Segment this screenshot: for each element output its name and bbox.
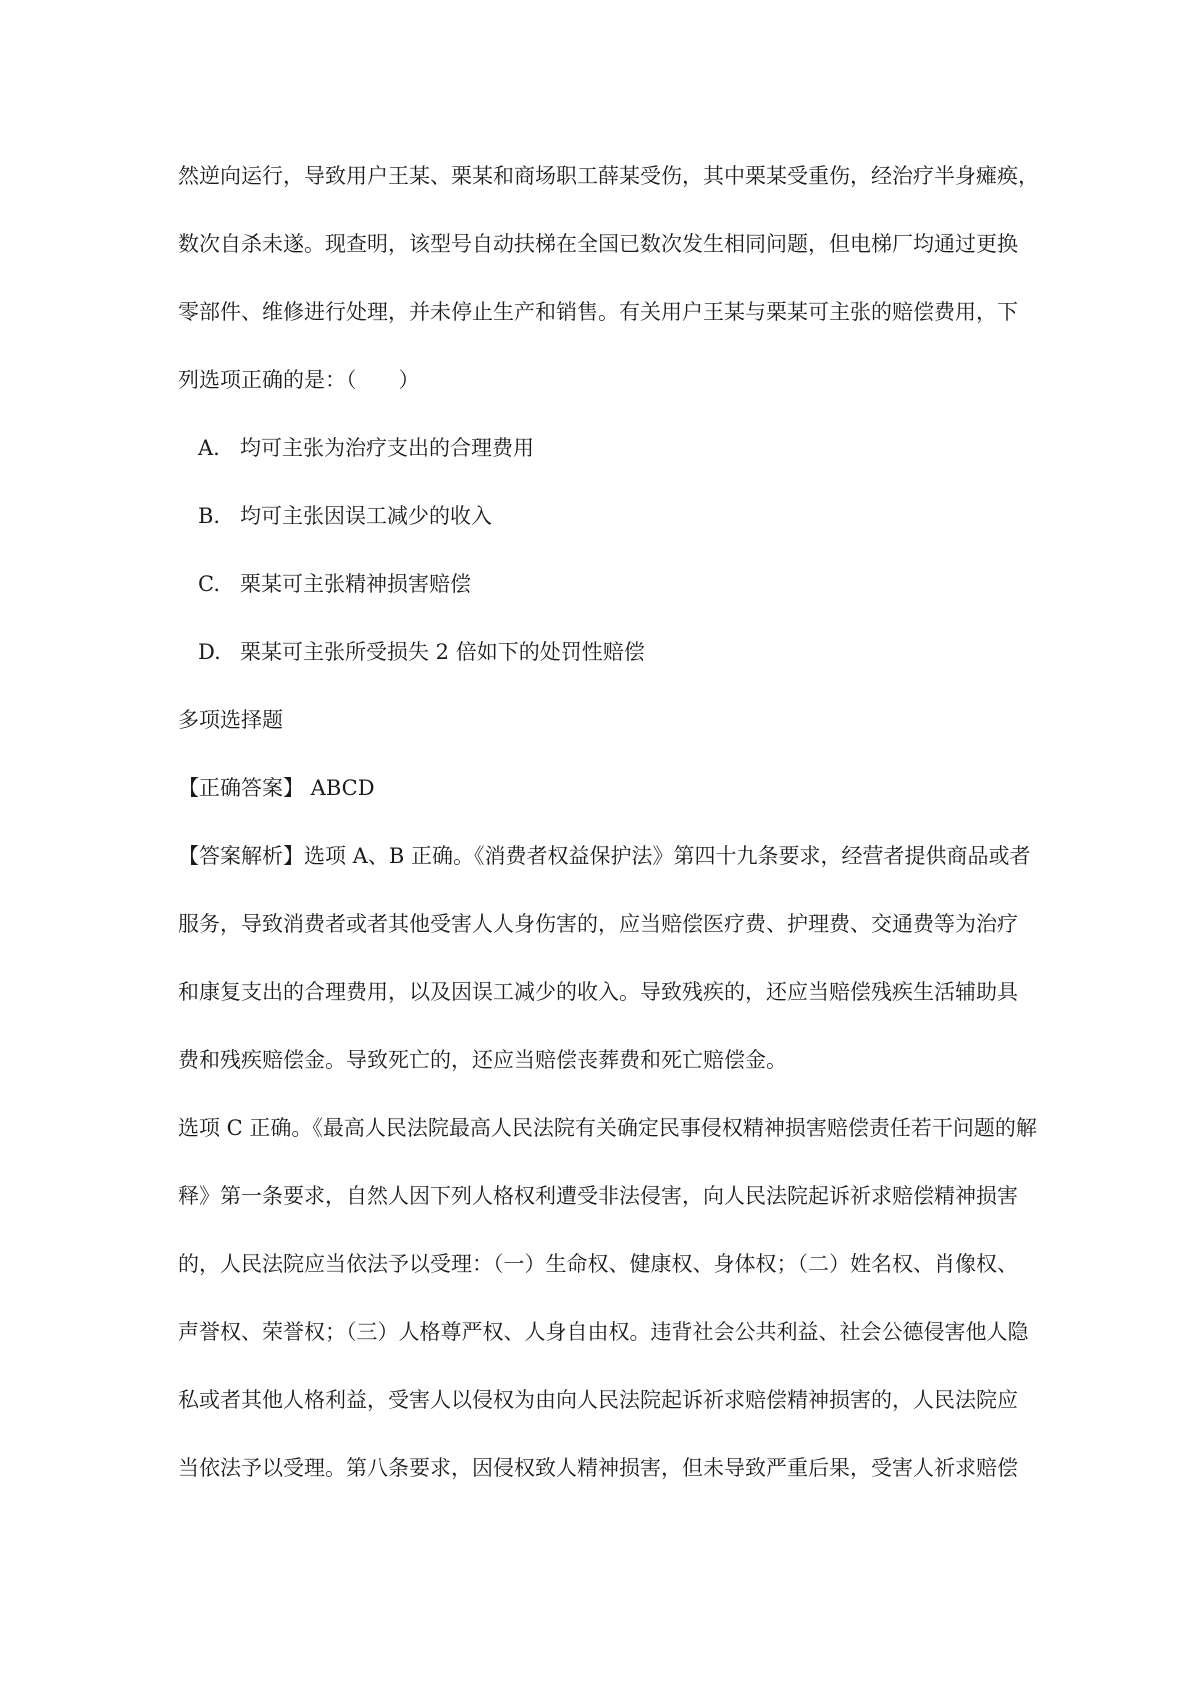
option-d-letter: D. xyxy=(198,640,221,664)
option-d xyxy=(198,637,645,667)
analysis-p1-line-3: 和康复支出的合理费用，以及因误工减少的收入。导致残疾的，还应当赔偿残疾生活辅助具 xyxy=(178,980,1018,1004)
analysis-p2-line-1: 选项 C 正确。《最高人民法院最高人民法院有关确定民事侵权精神损害赔偿责任若干问题的解 xyxy=(178,1116,1037,1140)
analysis-p2-line-6: 当依法予以受理。第八条要求，因侵权致人精神损害，但未导致严重后果，受害人祈求赔偿 xyxy=(178,1456,1018,1480)
option-a xyxy=(198,433,534,463)
option-a-text: 均可主张为治疗支出的合理费用 xyxy=(240,436,534,460)
option-c-letter: C. xyxy=(198,572,220,596)
correct-answer: 【正确答案】 ABCD xyxy=(178,776,375,800)
option-b xyxy=(198,501,492,531)
question-stem-line-4: 列选项正确的是：（ ） xyxy=(178,368,420,392)
question-stem-line-3: 零部件、维修进行处理，并未停止生产和销售。有关用户王某与栗某可主张的赔偿费用，下 xyxy=(178,300,1018,324)
option-c-text: 栗某可主张精神损害赔偿 xyxy=(240,572,471,596)
option-b-letter: B. xyxy=(198,504,221,528)
analysis-p2-line-2: 释》第一条要求，自然人因下列人格权利遭受非法侵害，向人民法院起诉祈求赔偿精神损害 xyxy=(178,1184,1018,1208)
option-c xyxy=(198,569,471,599)
analysis-p2-line-5: 私或者其他人格利益，受害人以侵权为由向人民法院起诉祈求赔偿精神损害的，人民法院应 xyxy=(178,1388,1018,1412)
analysis-p1-line-2: 服务，导致消费者或者其他受害人人身伤害的，应当赔偿医疗费、护理费、交通费等为治疗 xyxy=(178,912,1018,936)
question-stem-line-1: 然逆向运行，导致用户王某、栗某和商场职工薛某受伤，其中栗某受重伤，经治疗半身瘫痪， xyxy=(178,164,1039,188)
question-stem-line-2: 数次自杀未遂。现查明，该型号自动扶梯在全国已数次发生相同问题，但电梯厂均通过更换 xyxy=(178,232,1018,256)
analysis-p2-line-4: 声誉权、荣誉权；（三）人格尊严权、人身自由权。违背社会公共利益、社会公德侵害他人隐 xyxy=(178,1320,1029,1344)
option-d-text: 栗某可主张所受损失 2 倍如下的处罚性赔偿 xyxy=(240,640,645,664)
analysis-p1-line-1: 【答案解析】选项 A、B 正确。《消费者权益保护法》第四十九条要求，经营者提供商品或者 xyxy=(178,844,1031,868)
analysis-p2-line-3: 的，人民法院应当依法予以受理：（一）生命权、健康权、身体权；（二）姓名权、肖像权、 xyxy=(178,1252,1018,1276)
option-a-letter: A. xyxy=(198,436,220,460)
analysis-p1-line-4: 费和残疾赔偿金。导致死亡的，还应当赔偿丧葬费和死亡赔偿金。 xyxy=(178,1048,787,1072)
question-type: 多项选择题 xyxy=(178,708,283,732)
option-b-text: 均可主张因误工减少的收入 xyxy=(240,504,492,528)
